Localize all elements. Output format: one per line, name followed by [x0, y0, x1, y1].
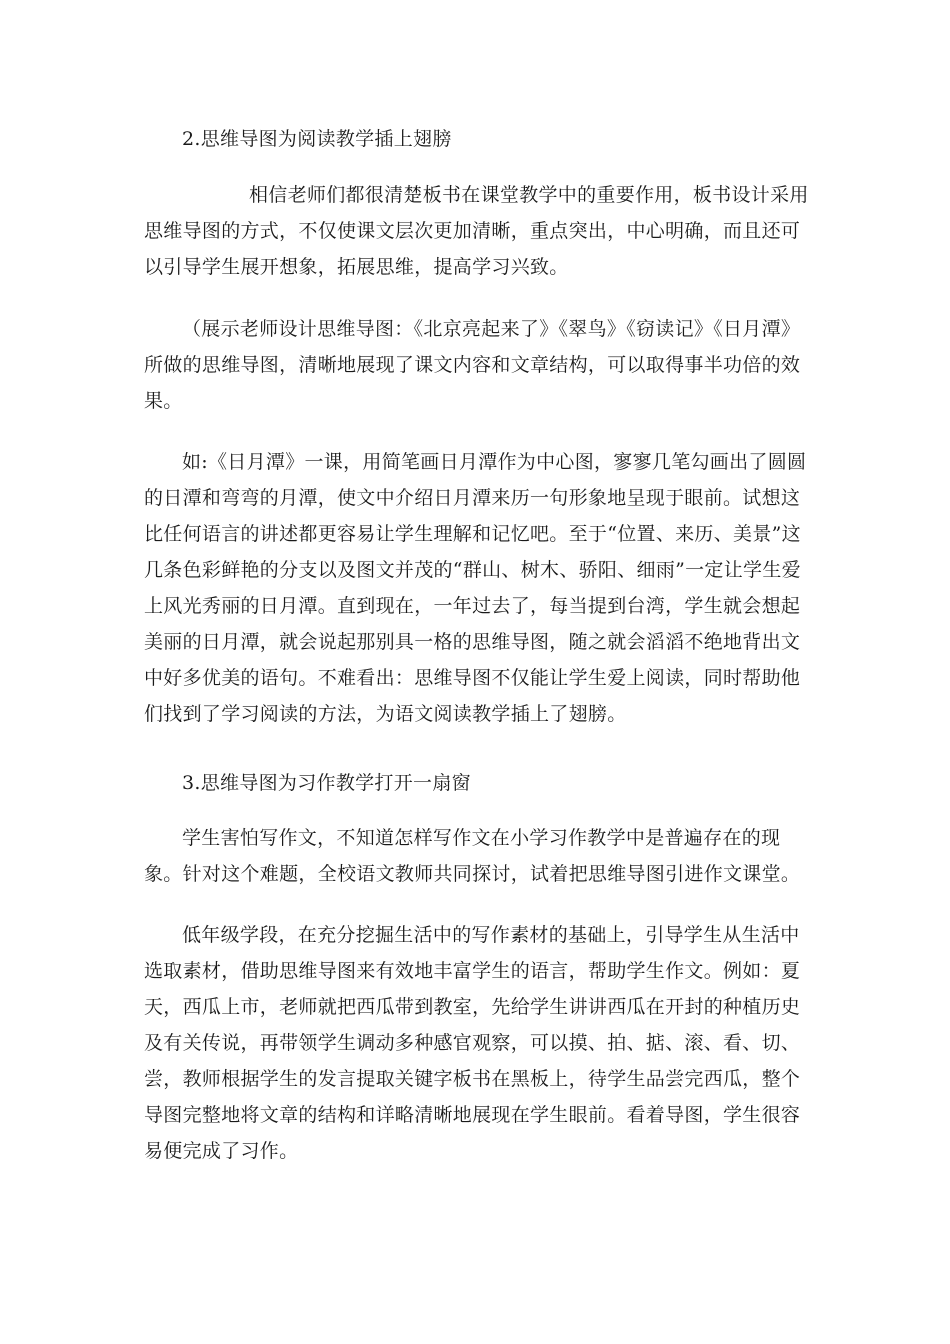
section-heading-3: 3.思维导图为习作教学打开一扇窗	[182, 772, 471, 794]
paragraph-sun-moon-lake-example: 如:《日月潭》一课，用简笔画日月潭作为中心图，寥寥几笔勾画出了圆圆的日潭和弯弯的月潭，使文中介绍日月潭来历一句形象地呈现于眼前。试想这比任何语言的讲述都更容易让学生理解和记忆吧。至于“位置、来历、美景”这几条色彩鲜艳的分支以及图文并茂的“群山、树木、骄阳、细雨”一定让学生爱上风光秀丽的日月潭。直到现在，一年过去了，每当提到台湾，学生就会想起美丽的日月潭，就会说起那别具一格的思维导图，随之就会滔滔不绝地背出文中好多优美的语句。不难看出：思维导图不仅能让学生爱上阅读，同时帮助他们找到了学习阅读的方法，为语文阅读教学插上了翅膀。	[144, 451, 807, 725]
section-heading-2: 2.思维导图为阅读教学插上翅膀	[182, 128, 452, 150]
paragraph-watermelon-example: 低年级学段，在充分挖掘生活中的写作素材的基础上，引导学生从生活中选取素材，借助思维导图来有效地丰富学生的语言，帮助学生作文。例如：夏天，西瓜上市，老师就把西瓜带到教室，先给学生讲讲西瓜在开封的种植历史及有关传说，再带领学生调动多种感官观察，可以摸、拍、掂、滚、看、切、尝，教师根据学生的发言提取关键字板书在黑板上，待学生品尝完西瓜，整个导图完整地将文章的结构和详略清晰地展现在学生眼前。看着导图，学生很容易便完成了习作。	[144, 924, 801, 1162]
paragraph-writing-difficulty: 学生害怕写作文，不知道怎样写作文在小学习作教学中是普遍存在的现象。针对这个难题，全校语文教师共同探讨，试着把思维导图引进作文课堂。	[144, 827, 801, 885]
paragraph-board-design: 相信老师们都很清楚板书在课堂教学中的重要作用，板书设计采用思维导图的方式，不仅使课文层次更加清晰，重点突出，中心明确，而且还可以引导学生展开想象，拓展思维，提高学习兴致。	[144, 184, 809, 278]
paragraph-mind-map-display: （展示老师设计思维导图：《北京亮起来了》《翠鸟》《窃读记》《日月潭》所做的思维导图，清晰地展现了课文内容和文章结构，可以取得事半功倍的效果。	[144, 318, 801, 412]
